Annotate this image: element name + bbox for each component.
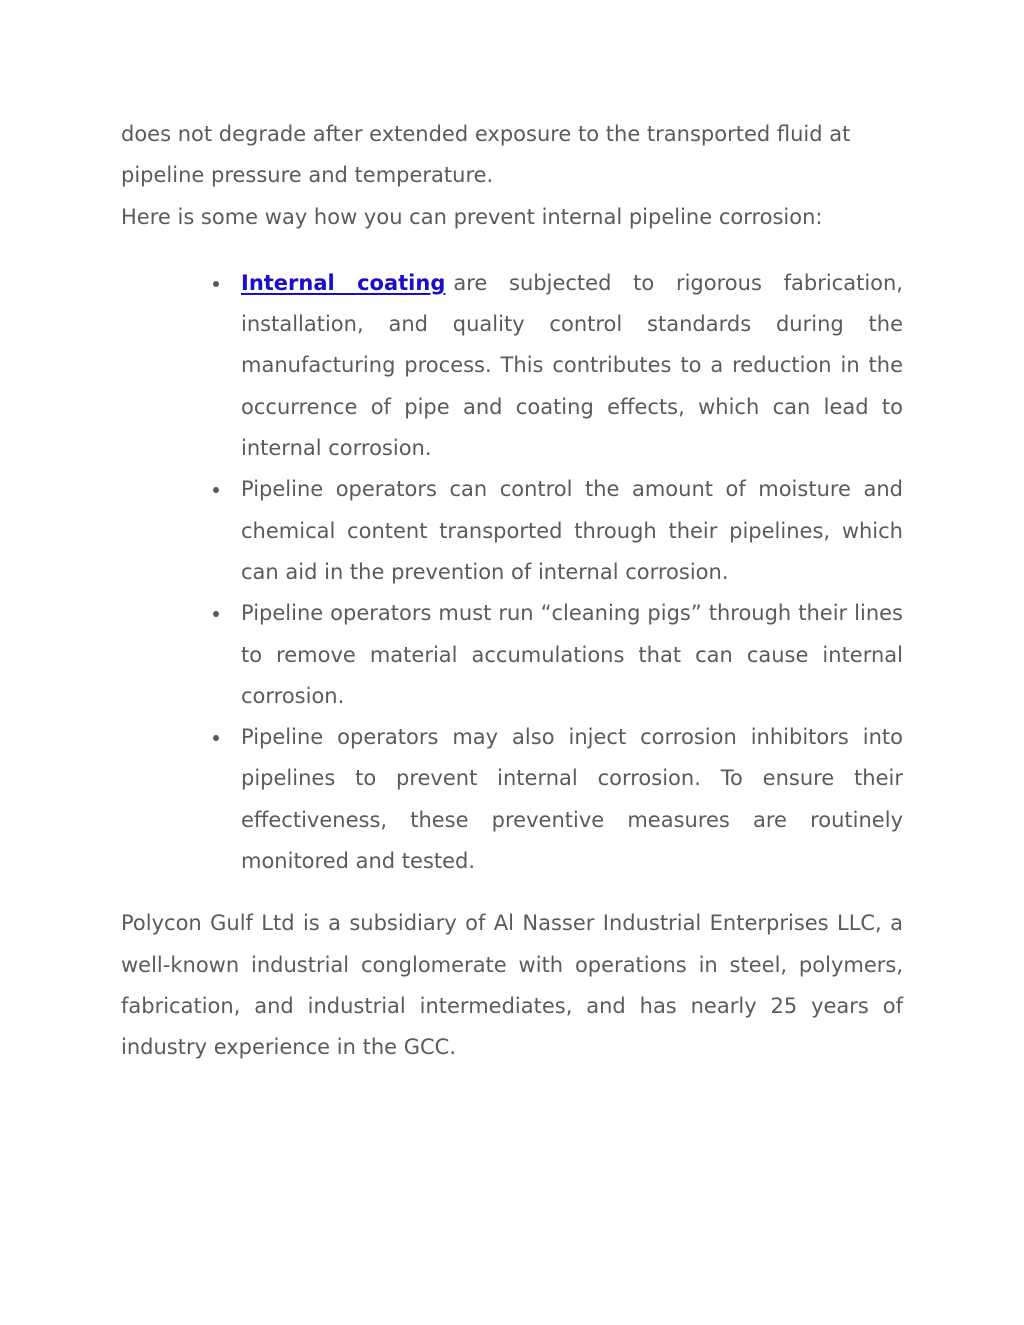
intro-lead-in: Here is some way how you can prevent internal pipeline corrosion: [121,204,823,229]
internal-coating-link[interactable]: Internal coating [241,270,446,295]
closing-paragraph: Polycon Gulf Ltd is a subsidiary of Al Nasser Industrial Enterprises LLC, a well-known industrial conglomerate with operations in steel, polymers, fabrication, and industrial intermediates, and has nearly 25 years of industry experience in the GCC. [121,911,903,1060]
bullet-icon [213,281,219,287]
list-item [241,717,903,882]
list-item-text: Pipeline operators may also inject corrosion inhibitors into pipelines to prevent internal corrosion. To ensure their effectiveness, these preventive measures are routinely monitored and tested. [241,725,903,874]
list-item-text: Pipeline operators must run “cleaning pigs” through their lines to remove material accumulations that can cause internal corrosion. [241,601,903,708]
list-item [241,469,903,593]
list-item-text: Pipeline operators can control the amount of moisture and chemical content transported through their pipelines, which can aid in the prevention of internal corrosion. [241,477,903,584]
document-body [121,114,903,1069]
list-item [241,593,903,717]
prevention-list [121,263,903,882]
list-item [241,263,903,469]
list-item-text: are subjected to rigorous fabrication, installation, and quality control standards during the manufacturing process. This contributes to a reduction in the occurrence of pipe and coating effects, which can lead to internal corrosion. [241,270,903,461]
bullet-icon [213,735,219,741]
intro-paragraph: does not degrade after extended exposure to the transported fluid at pipeline pressure and temperature. [121,122,851,188]
bullet-icon [213,487,219,493]
bullet-icon [213,611,219,617]
